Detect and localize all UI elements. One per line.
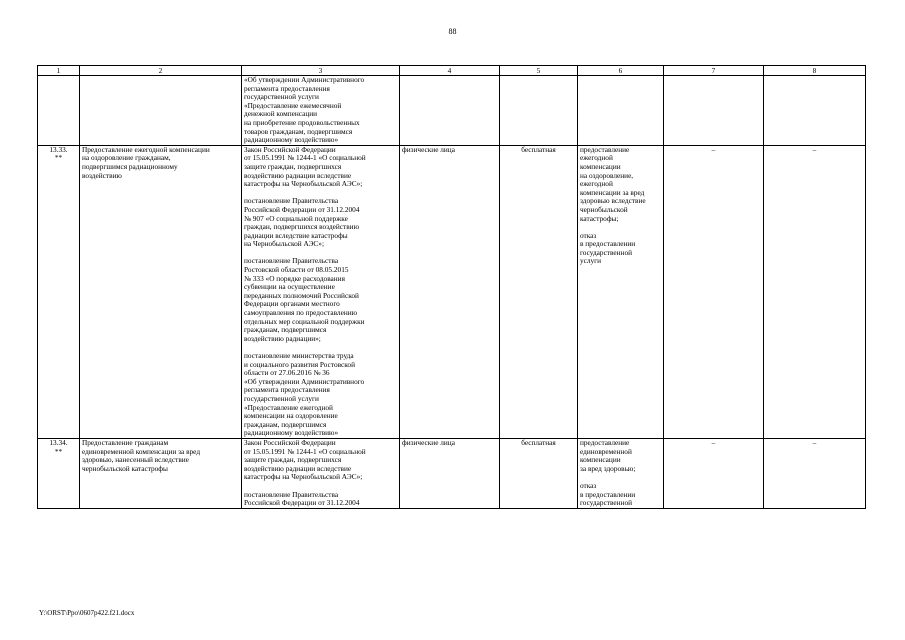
legal-basis: Закон Российской Федерации от 15.05.1991 № 1244-1 «О социальной защите граждан, подвергшихся воздействию радиации вследствие катастрофы на Чернобыльской АЭС»; постановление Правительства Российской Федерации от 31.12.2004 xyxy=(242,438,400,508)
column-header-row xyxy=(38,66,866,76)
column-8-cell: – xyxy=(764,145,866,438)
cost: бесплатная xyxy=(500,145,578,438)
recipients: физические лица xyxy=(400,438,500,508)
column-header: 3 xyxy=(242,66,400,76)
column-7-cell: – xyxy=(664,145,764,438)
column-header: 6 xyxy=(578,66,664,76)
recipients xyxy=(400,76,500,146)
page-number: 88 xyxy=(448,27,457,36)
row-number: 13.33. ** xyxy=(38,145,80,438)
column-7-cell xyxy=(664,76,764,146)
column-8-cell xyxy=(764,76,866,146)
column-header: 7 xyxy=(664,66,764,76)
result: предоставление ежегодной компенсации на оздоровление, ежегодной компенсации за вред здоровью вследствие чернобыльской катастрофы; отказ в предоставлении государственной услуги xyxy=(578,145,664,438)
column-header: 5 xyxy=(500,66,578,76)
service-name xyxy=(80,76,242,146)
cost xyxy=(500,76,578,146)
column-8-cell: – xyxy=(764,438,866,508)
column-header: 4 xyxy=(400,66,500,76)
row-number xyxy=(38,76,80,146)
result xyxy=(578,76,664,146)
column-7-cell: – xyxy=(664,438,764,508)
service-name: Предоставление гражданам единовременной компенсации за вред здоровью, нанесенный вследствие чернобыльской катастрофы xyxy=(80,438,242,508)
column-header: 1 xyxy=(38,66,80,76)
file-path-footer: Y:\ORST\Ppo\0607p422.f21.docx xyxy=(39,609,135,617)
row-number: 13.34. ** xyxy=(38,438,80,508)
column-header: 8 xyxy=(764,66,866,76)
cost: бесплатная xyxy=(500,438,578,508)
recipients: физические лица xyxy=(400,145,500,438)
table-row xyxy=(38,145,866,438)
services-table xyxy=(37,65,866,509)
column-header: 2 xyxy=(80,66,242,76)
legal-basis: Закон Российской Федерации от 15.05.1991 № 1244-1 «О социальной защите граждан, подвергшихся воздействию радиации вследствие катастрофы на Чернобыльской АЭС»; постановление Правительства Российской Федерации от 31.12.2004 № 907 «О социальной поддержке граждан, подвергшихся воздействию радиации вследствие катастрофы на Чернобыльской АЭС»; постановление Правительства Ростовской области от 08.05.2015 № 333 «О порядке расходования субвенции на осуществление переданных полномочий Российской Федерации органами местного самоуправления по предоставлению отдельных мер социальной поддержки гражданам, подвергшимся воздействию радиации»; постановление министерства труда и социального развития Ростовской области от 27.06.2016 № 36 «Об утверждении Административного регламента предоставления государственной услуги «Предоставление ежегодной компенсации на оздоровление гражданам, подвергшимся радиационному воздействию» xyxy=(242,145,400,438)
result: предоставление единовременной компенсации за вред здоровью; отказ в предоставлении государственной xyxy=(578,438,664,508)
legal-basis: «Об утверждении Административного регламента предоставления государственной услуги «Предоставление ежемесячной денежной компенсации на приобретение продовольственных товаров гражданам, подвергшимся радиационному воздействию» xyxy=(242,76,400,146)
table-row xyxy=(38,76,866,146)
service-name: Предоставление ежегодной компенсации на оздоровление гражданам, подвергшимся радиационному воздействию xyxy=(80,145,242,438)
table-row xyxy=(38,438,866,508)
